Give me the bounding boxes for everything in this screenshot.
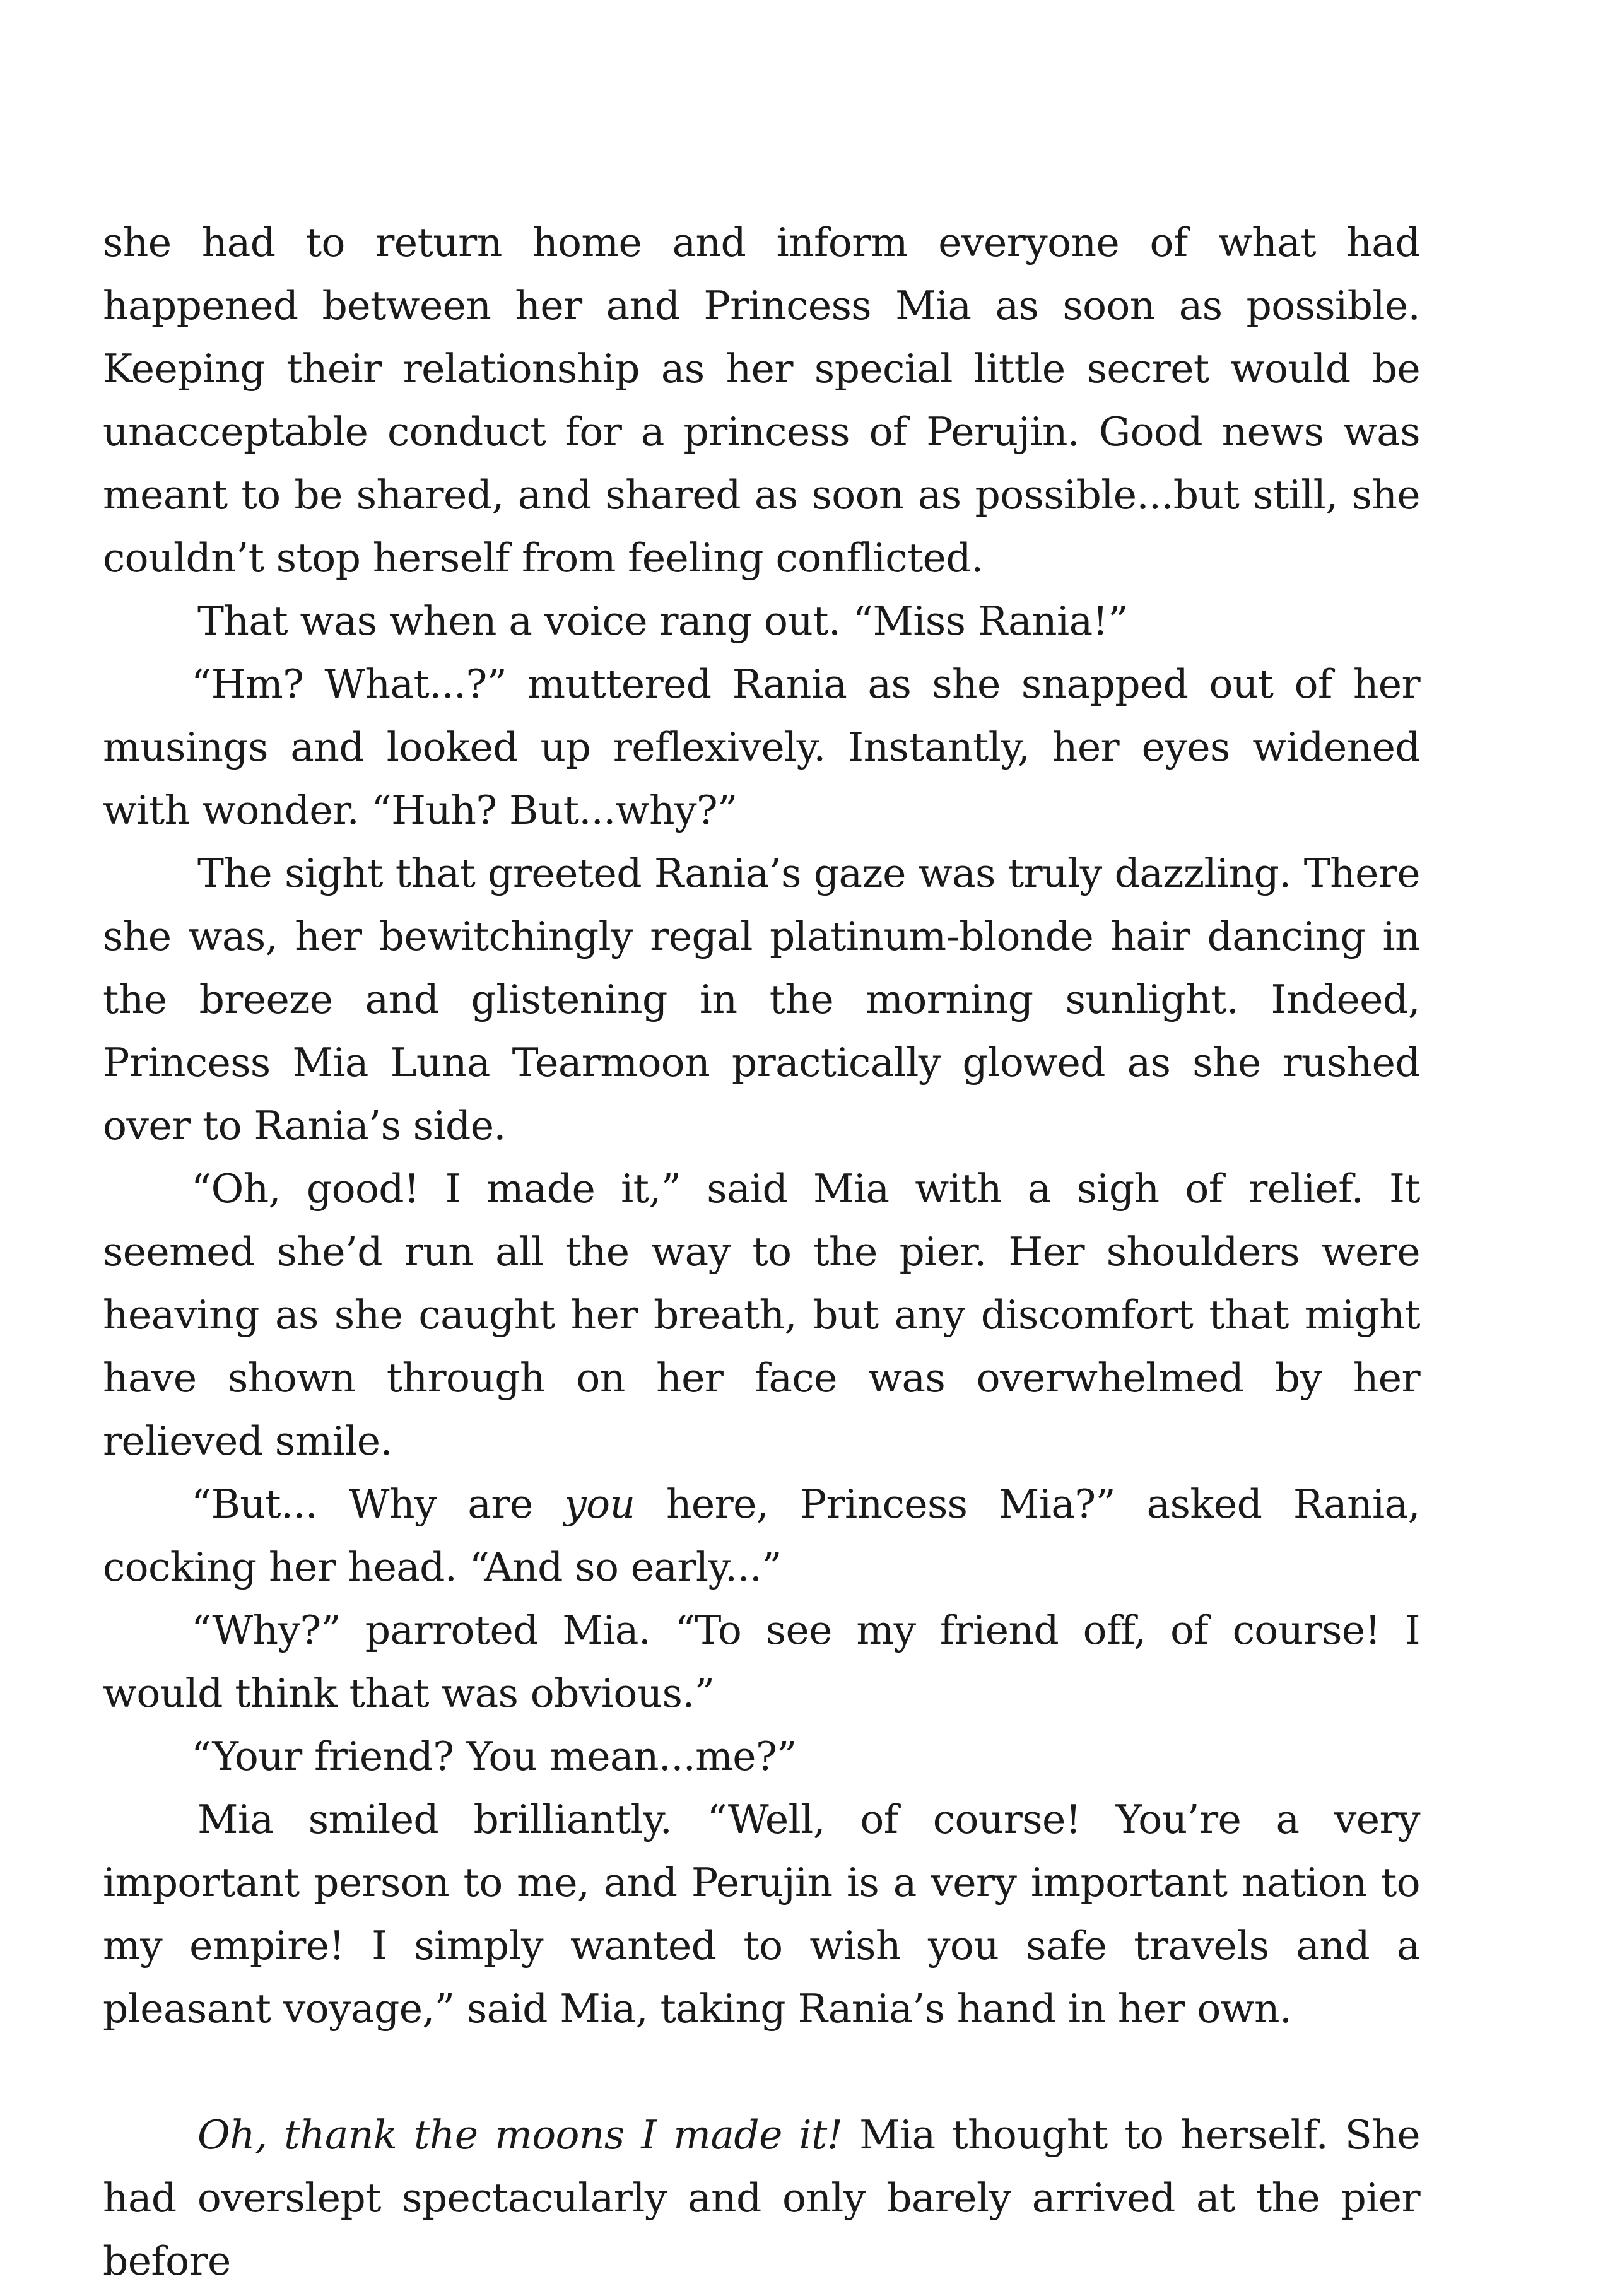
text-segment: “Hm? What...?” muttered Rania as she snapped out of her musings and looked up reflexively. Instantly, her eyes widened with wonder. “Huh? But...why?”	[103, 661, 1420, 833]
text-segment: “But... Why are	[191, 1481, 565, 1527]
paragraph	[103, 2104, 1420, 2293]
paragraph	[103, 653, 1420, 842]
emphasis-text: you	[564, 1481, 635, 1527]
paragraph	[103, 1788, 1420, 2041]
paragraph	[103, 1725, 1420, 1788]
text-segment: “Your friend? You mean...me?”	[191, 1733, 797, 1779]
text-segment: “Why?” parroted Mia. “To see my friend off, of course! I would think that was obvious.”	[103, 1607, 1420, 1716]
paragraph	[103, 1599, 1420, 1725]
paragraph	[103, 211, 1420, 590]
text-segment: “Oh, good! I made it,” said Mia with a sigh of relief. It seemed she’d run all the way to the pier. Her shoulders were heaving as she caught her breath, but any discomfort that might have shown through on her face was overwhelmed by her relieved smile.	[103, 1166, 1420, 1464]
emphasis-text: Oh, thank the moons I made it!	[197, 2112, 843, 2158]
text-segment: Mia thought to herself. She had overslept spectacularly and only barely arrived at the pier before	[103, 2112, 1420, 2284]
paragraph	[103, 590, 1420, 653]
paragraph	[103, 1157, 1420, 1473]
text-segment: here, Princess Mia?” asked Rania, cocking her head. “And so early...”	[103, 1481, 1420, 1590]
paragraph	[103, 1473, 1420, 1599]
paragraph	[103, 842, 1420, 1157]
text-segment: That was when a voice rang out. “Miss Rania!”	[197, 598, 1128, 644]
text-segment: The sight that greeted Rania’s gaze was truly dazzling. There she was, her bewitchingly regal platinum-blonde hair dancing in the breeze and glistening in the morning sunlight. Indeed, Princess Mia Luna Tearmoon practically glowed as she rushed over to Rania’s side.	[103, 850, 1420, 1149]
body-text	[103, 211, 1420, 2293]
text-segment: she had to return home and inform everyone of what had happened between her and Princess Mia as soon as possible. Keeping their relationship as her special little secret would be unacceptable conduct for a princess of Perujin. Good news was meant to be shared, and shared as soon as possible...but still, she couldn’t stop herself from feeling conflicted.	[103, 220, 1420, 581]
text-segment: Mia smiled brilliantly. “Well, of course! You’re a very important person to me, and Perujin is a very important nation to my empire! I simply wanted to wish you safe travels and a pleasant voyage,” said Mia, taking Rania’s hand in her own.	[103, 1796, 1420, 2032]
